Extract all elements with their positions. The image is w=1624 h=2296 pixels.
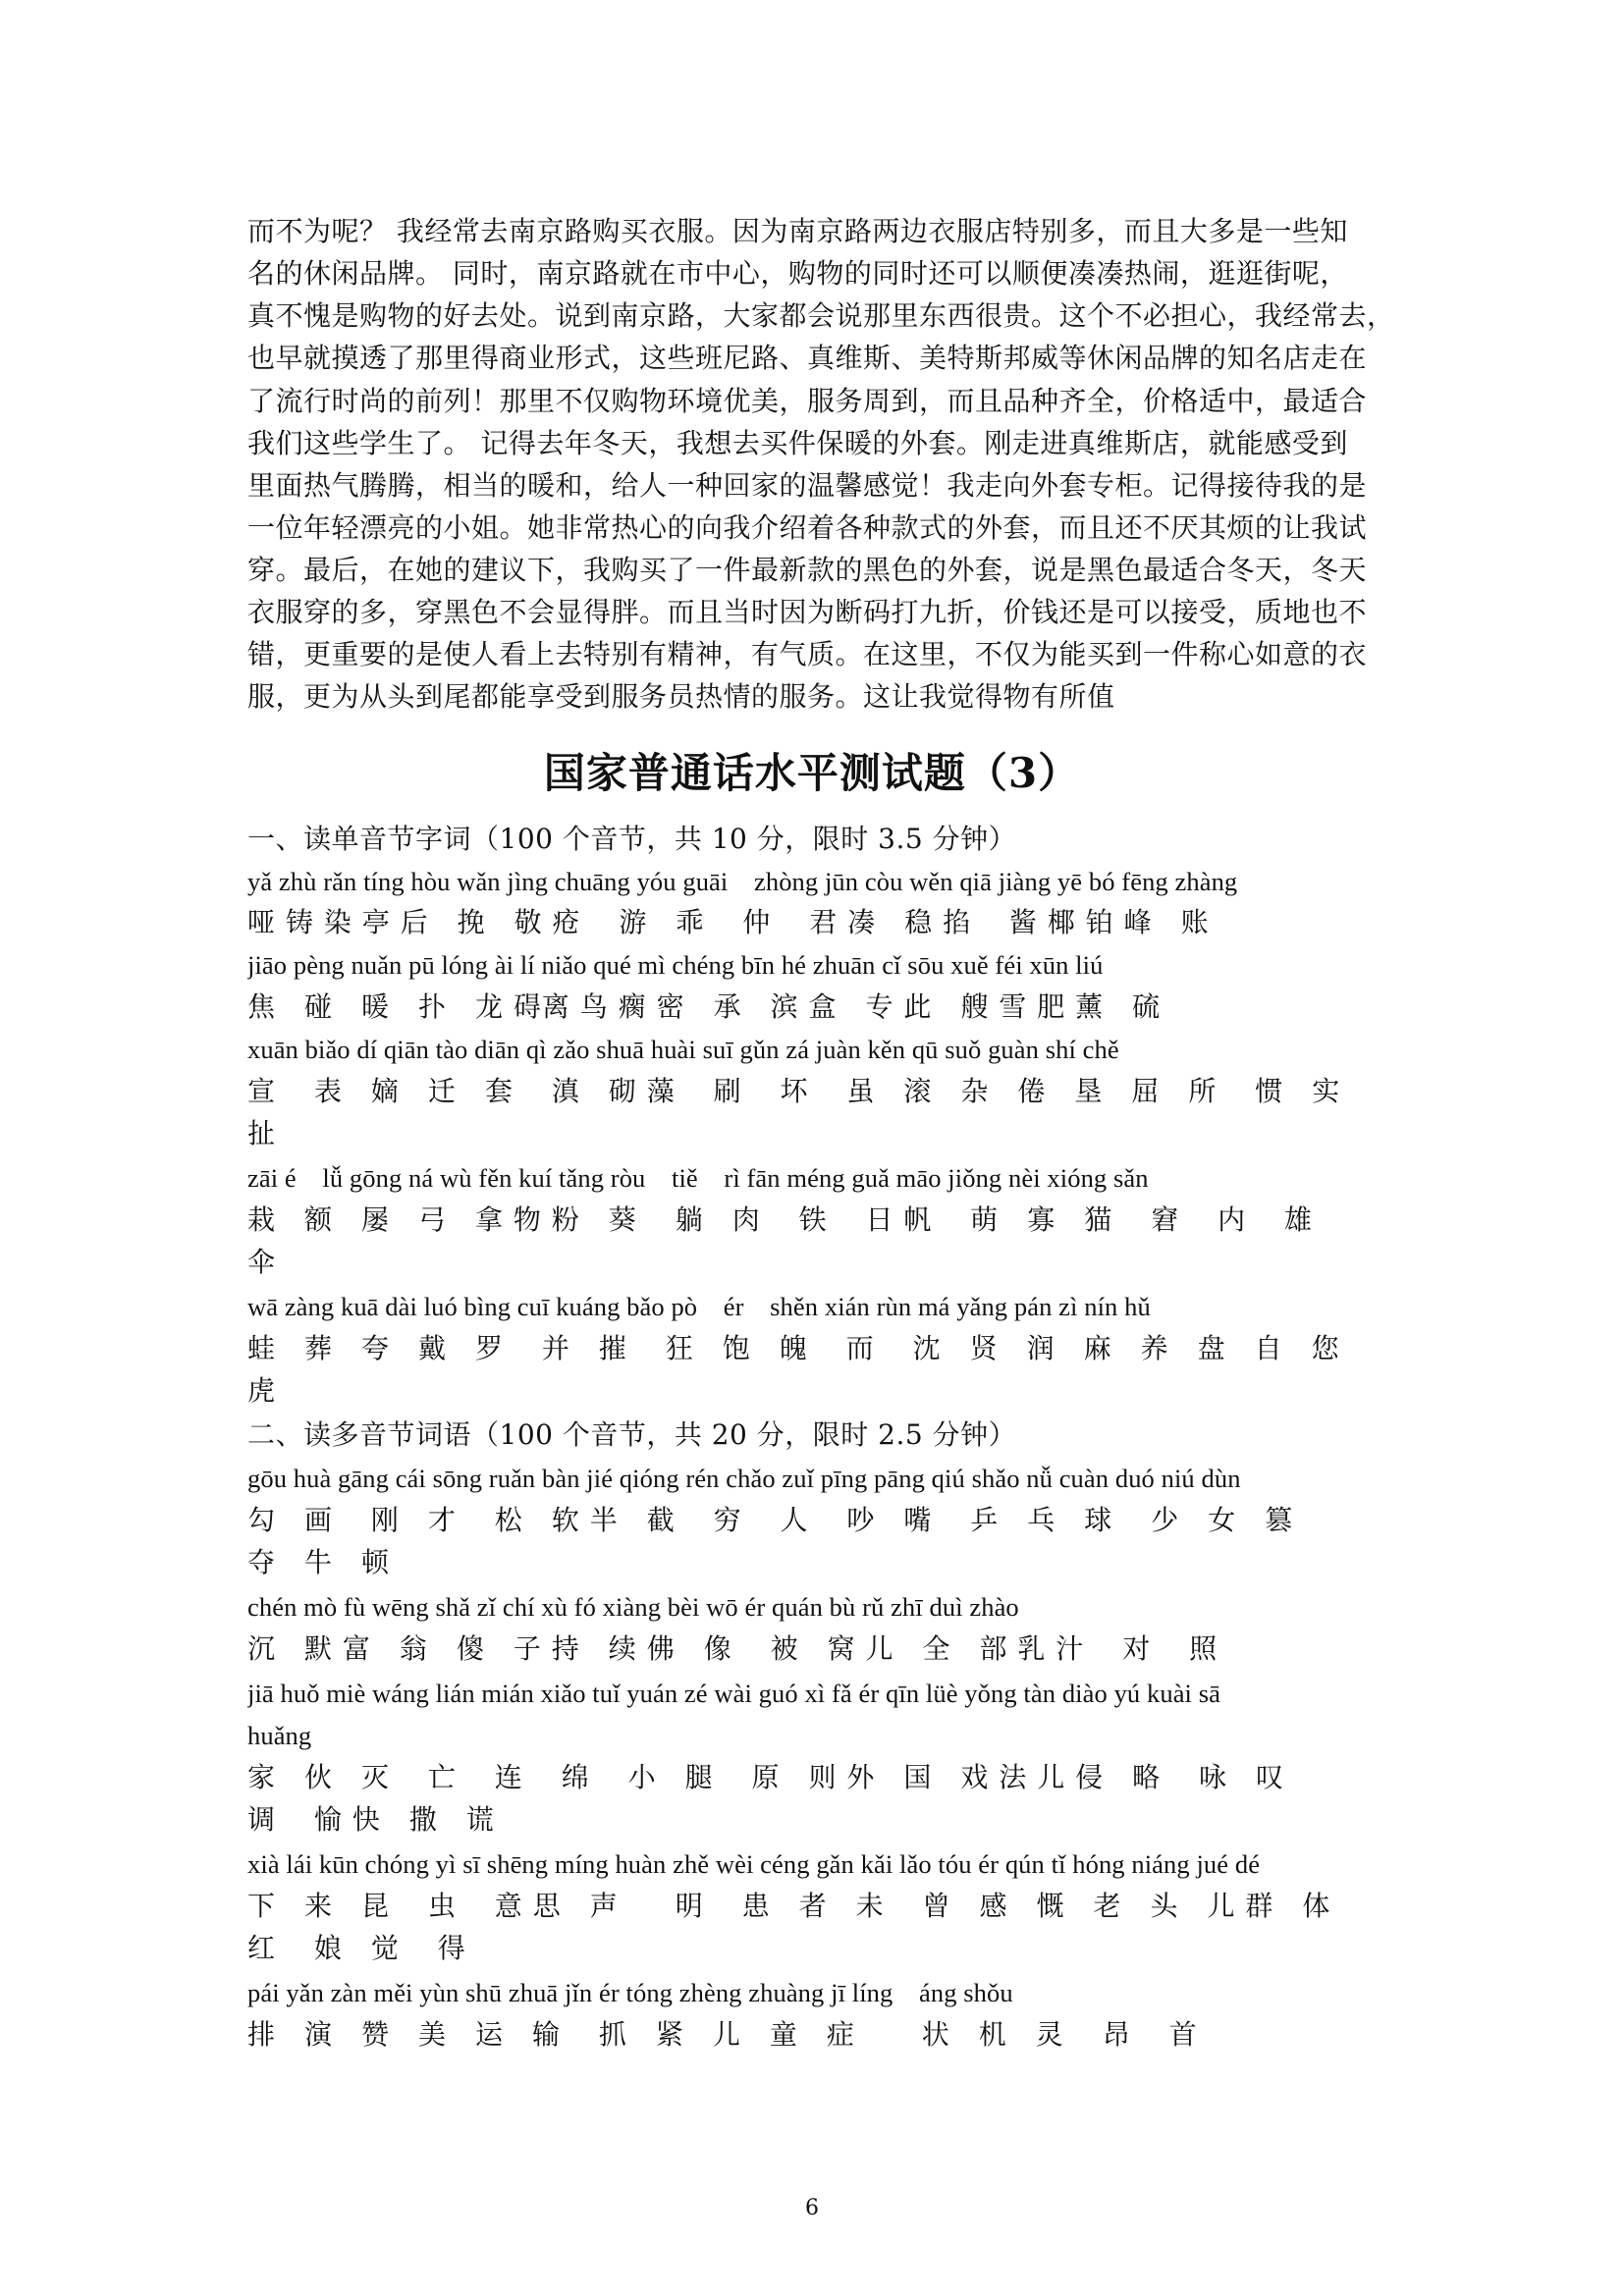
passage-line: 我们这些学生了。 记得去年冬天，我想去买件保暖的外套。刚走进真维斯店，就能感受到 (247, 427, 1348, 459)
passage-line: 服，更为从头到尾都能享受到服务员热情的服务。这让我觉得物有所值 (247, 680, 1115, 713)
passage-line: 也早就摸透了那里得商业形式，这些班尼路、真维斯、美特斯邦威等休闲品牌的知名店走在 (247, 342, 1368, 374)
hanzi-line: 沉 默 富 翁 傻 子 持 续 佛 像 被 窝 儿 全 部 乳 汁 对 照 (247, 1632, 1218, 1665)
pinyin-line: xià lái kūn chóng yì sī shēng míng huàn zhě wèi céng gǎn kǎi lǎo tóu ér qún tǐ hóng niáng jué dé (247, 1849, 1261, 1879)
pinyin-line: yǎ zhù rǎn tíng hòu wǎn jìng chuāng yóu guāi zhòng jūn còu wěn qiā jiàng yē bó fēng zhàng (247, 867, 1238, 896)
pinyin-line: gōu huà gāng cái sōng ruǎn bàn jié qióng rén chǎo zuǐ pīng pāng qiú shǎo nǚ cuàn duó niú dùn (247, 1464, 1241, 1493)
pinyin-line: huǎng (247, 1721, 312, 1750)
section-heading: 一、读单音节字词（100 个音节，共 10 分，限时 3.5 分钟） (247, 823, 1017, 855)
hanzi-line: 下 来 昆 虫 意 思 声 明 患 者 未 曾 感 慨 老 头 儿 群 体 (247, 1890, 1331, 1922)
test-title: 国家普通话水平测试题（3） (543, 749, 1081, 797)
hanzi-line: 宣 表 嫡 迁 套 滇 砌 藻 刷 坏 虽 滚 杂 倦 垦 屈 所 惯 实 (247, 1075, 1341, 1107)
passage-line: 了流行时尚的前列！那里不仅购物环境优美，服务周到，而且品种齐全，价格适中，最适合 (247, 385, 1368, 417)
hanzi-line: 伞 (247, 1246, 277, 1278)
hanzi-line: 虎 (247, 1374, 277, 1407)
hanzi-line: 栽 额 屡 弓 拿 物 粉 葵 躺 肉 铁 日 帆 萌 寡 猫 窘 内 雄 (247, 1203, 1314, 1236)
hanzi-line: 红 娘 觉 得 (247, 1932, 466, 1964)
hanzi-line: 调 愉 快 撒 谎 (247, 1803, 495, 1836)
hanzi-line: 家 伙 灭 亡 连 绵 小 腿 原 则 外 国 戏 法 儿 侵 略 咏 叹 (247, 1761, 1285, 1793)
hanzi-line: 勾 画 刚 才 松 软 半 截 穷 人 吵 嘴 乒 乓 球 少 女 篡 (247, 1504, 1294, 1536)
section-heading: 二、读多音节词语（100 个音节，共 20 分，限时 2.5 分钟） (247, 1418, 1017, 1451)
pinyin-line: chén mò fù wēng shǎ zǐ chí xù fó xiàng bèi wō ér quán bù rǔ zhī duì zhào (247, 1592, 1019, 1622)
hanzi-line: 夺 牛 顿 (247, 1546, 391, 1578)
page-number: 6 (805, 2196, 819, 2220)
passage-line: 穿。最后，在她的建议下，我购买了一件最新款的黑色的外套，说是黑色最适合冬天，冬天 (247, 554, 1368, 586)
pinyin-line: jiā huǒ miè wáng lián mián xiǎo tuǐ yuán zé wài guó xì fǎ ér qīn lüè yǒng tàn diào yú kuài sā (247, 1679, 1221, 1708)
pinyin-line: zāi é lǚ gōng ná wù fěn kuí tǎng ròu tiě rì fān méng guǎ māo jiǒng nèi xióng sǎn (247, 1163, 1149, 1193)
passage-line: 而不为呢？ 我经常去南京路购买衣服。因为南京路两边衣服店特别多，而且大多是一些知 (247, 215, 1348, 247)
pinyin-line: xuān biǎo dí qiān tào diān qì zǎo shuā huài suī gǔn zá juàn kěn qū suǒ guàn shí chě (247, 1035, 1119, 1064)
passage-line: 真不愧是购物的好去处。说到南京路，大家都会说那里东西很贵。这个不必担心，我经常去， (247, 299, 1395, 332)
hanzi-line: 哑 铸 染 亭 后 挽 敬 疮 游 乖 仲 君 凑 稳 掐 酱 椰 铂 峰 账 (247, 906, 1210, 938)
hanzi-line: 排 演 赞 美 运 输 抓 紧 儿 童 症 状 机 灵 昂 首 (247, 2018, 1198, 2051)
hanzi-line: 焦 碰 暖 扑 龙 碍离 鸟 瘸 密 承 滨 盒 专 此 艘 雪 肥 薰 硫 (247, 990, 1162, 1023)
pinyin-line: jiāo pèng nuǎn pū lóng ài lí niǎo qué mì chéng bīn hé zhuān cǐ sōu xuě féi xūn liú (247, 950, 1104, 980)
pinyin-line: pái yǎn zàn měi yùn shū zhuā jǐn ér tóng zhèng zhuàng jī líng áng shǒu (247, 1978, 1013, 2007)
pinyin-line: wā zàng kuā dài luó bìng cuī kuáng bǎo pò ér shěn xián rùn má yǎng pán zì nín hǔ (247, 1292, 1151, 1321)
passage-line: 错，更重要的是使人看上去特别有精神，有气质。在这里，不仅为能买到一件称心如意的衣 (247, 638, 1368, 670)
passage-line: 一位年轻漂亮的小姐。她非常热心的向我介绍着各种款式的外套，而且还不厌其烦的让我试 (247, 511, 1368, 544)
passage-line: 里面热气腾腾，相当的暖和，给人一种回家的温馨感觉！我走向外套专柜。记得接待我的是 (247, 469, 1368, 502)
passage-line: 衣服穿的多，穿黑色不会显得胖。而且当时因为断码打九折，价钱还是可以接受，质地也不 (247, 596, 1368, 628)
hanzi-line: 蛙 葬 夸 戴 罗 并 摧 狂 饱 魄 而 沈 贤 润 麻 养 盘 自 您 (247, 1332, 1340, 1364)
hanzi-line: 扯 (247, 1117, 277, 1149)
passage-line: 名的休闲品牌。 同时，南京路就在市中心，购物的同时还可以顺便凑凑热闹，逛逛街呢， (247, 257, 1348, 290)
